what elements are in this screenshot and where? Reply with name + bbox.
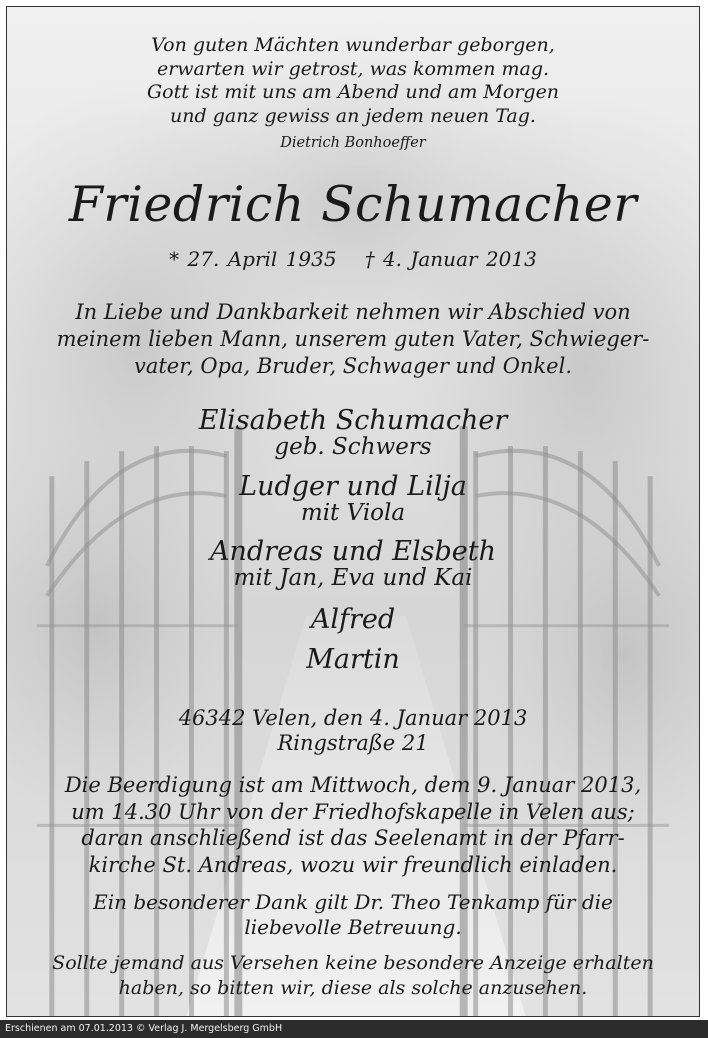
- funeral-details: [7, 772, 699, 878]
- poem-line: Von guten Mächten wunderbar geborgen,: [151, 34, 555, 56]
- funeral-line: kirche St. Andreas, wozu wir freundlich einladen.: [88, 852, 618, 877]
- mourner-alfred: [7, 605, 699, 634]
- poem-line: erwarten wir getrost, was kommen mag.: [156, 57, 550, 80]
- funeral-line: daran anschließend ist das Seelenamt in der Pfarr-: [81, 826, 625, 850]
- street-line: Ringstraße 21: [277, 731, 429, 755]
- mourner-name: Martin: [306, 644, 400, 675]
- thanks-line: liebevolle Betreuung.: [244, 915, 462, 939]
- mourner-sub: mit Viola: [300, 500, 406, 526]
- mourner-name: Ludger und Lilja: [239, 471, 467, 502]
- mourner-name: Andreas und Elsbeth: [210, 536, 496, 567]
- mourner-sub: mit Jan, Eva und Kai: [233, 565, 473, 591]
- poem-line: und ganz gewiss an jedem neuen Tag.: [170, 104, 536, 127]
- special-thanks: [7, 890, 699, 940]
- funeral-line: um 14.30 Uhr von der Friedhofskapelle in Velen aus;: [71, 799, 635, 824]
- farewell-line: vater, Opa, Bruder, Schwager und Onkel.: [133, 354, 573, 378]
- life-dates: [7, 247, 699, 271]
- place-date-line: 46342 Velen, den 4. Januar 2013: [178, 706, 528, 730]
- thanks-line: Ein besonderer Dank gilt Dr. Theo Tenkamp für die: [93, 890, 613, 914]
- poem-line: Gott ist mit uns am Abend und am Morgen: [146, 81, 560, 103]
- farewell-line: meinem lieben Mann, unserem guten Vater, Schwieger-: [56, 327, 650, 351]
- farewell-line: In Liebe und Dankbarkeit nehmen wir Abschied von: [75, 300, 631, 324]
- mourner-name: Alfred: [310, 604, 396, 635]
- publication-footer: Erschienen am 07.01.2013 © Verlag J. Mergelsberg GmbH: [0, 1020, 708, 1038]
- funeral-line: Die Beerdigung ist am Mittwoch, dem 9. Januar 2013,: [64, 773, 642, 797]
- poem-author: Dietrich Bonhoeffer: [280, 135, 426, 151]
- bonhoeffer-poem: [7, 34, 699, 128]
- mourner-andreas: [7, 537, 699, 591]
- closing-line: Sollte jemand aus Versehen keine besondere Anzeige erhalten: [52, 952, 654, 974]
- closing-note: [7, 951, 699, 1000]
- deceased-name: Friedrich Schumacher: [68, 176, 638, 233]
- farewell-text: [7, 299, 699, 380]
- mourner-ludger: [7, 472, 699, 526]
- obituary-notice: [6, 6, 700, 1017]
- place-and-address: [7, 706, 699, 756]
- closing-line: haben, so bitten wir, diese als solche anzusehen.: [118, 976, 588, 999]
- mourner-martin: [7, 645, 699, 674]
- birth-date: * 27. April 1935: [169, 247, 337, 271]
- mourner-elisabeth: [7, 406, 699, 460]
- mourner-name: Elisabeth Schumacher: [198, 405, 508, 436]
- death-date: † 4. Januar 2013: [364, 247, 537, 271]
- mourner-sub: geb. Schwers: [274, 434, 432, 460]
